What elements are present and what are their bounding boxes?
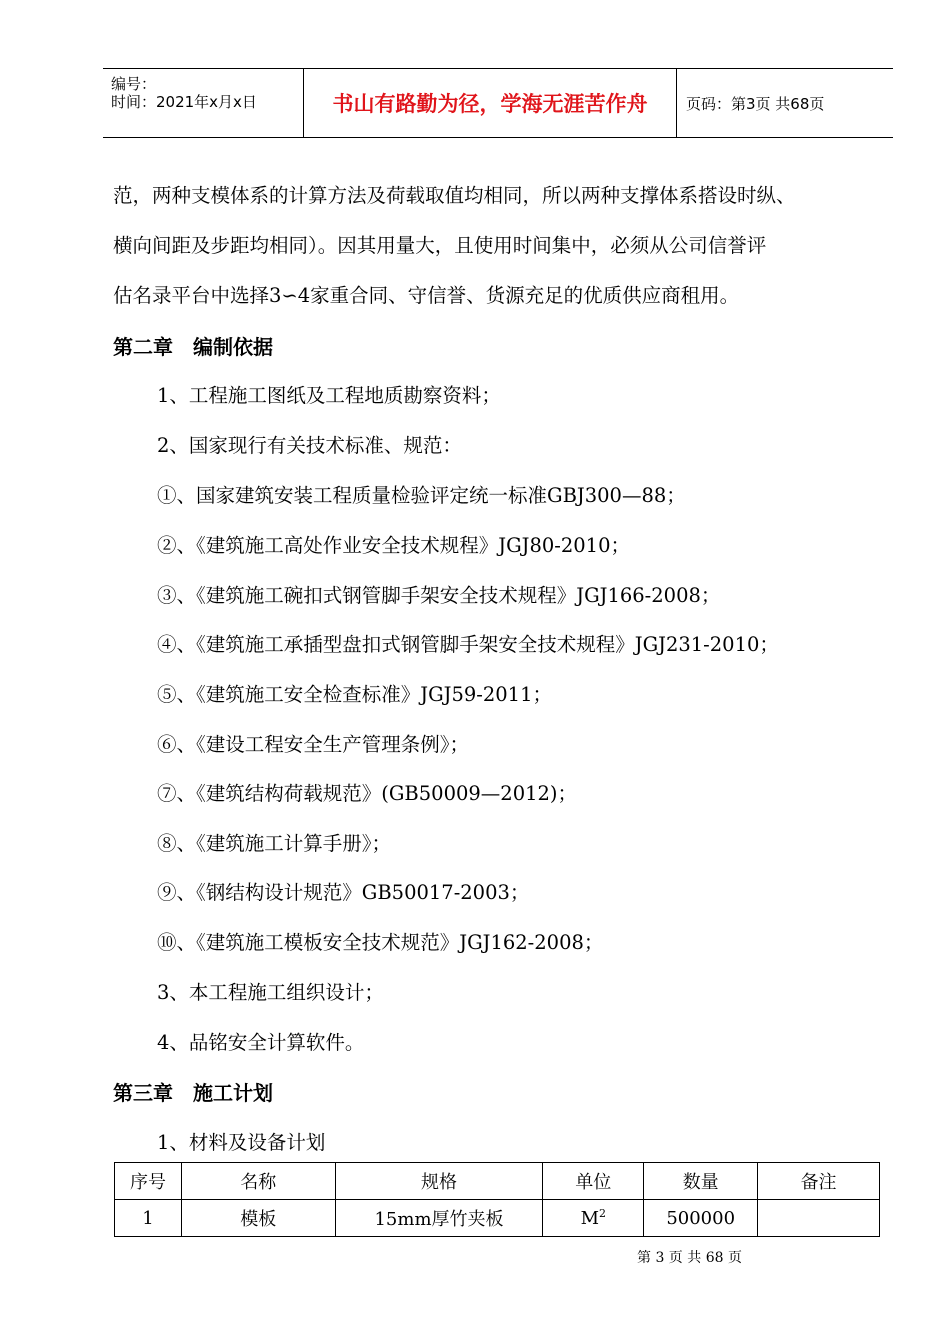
cell-unit <box>543 1200 644 1237</box>
column-header: 备注 <box>758 1163 880 1200</box>
list-item: ⑦、《建筑结构荷载规范》(GB50009—2012)； <box>157 782 578 805</box>
page-footer: 第 3 页 共 68 页 <box>637 1250 742 1266</box>
header-meta <box>103 69 303 137</box>
list-item: ⑥、《建设工程安全生产管理条例》； <box>157 733 470 756</box>
section-subtitle: 1、材料及设备计划 <box>157 1131 326 1154</box>
column-header: 单位 <box>543 1163 644 1200</box>
unit-base: M <box>580 1208 600 1229</box>
unit-superscript: 2 <box>599 1207 607 1220</box>
page-header <box>103 68 893 138</box>
column-header: 名称 <box>181 1163 335 1200</box>
intro-line: 横向间距及步距均相同）。因其用量大，且使用时间集中，必须从公司信誉评 <box>113 234 767 257</box>
list-item: 4、品铭安全计算软件。 <box>157 1031 365 1054</box>
cell-spec: 15mm厚竹夹板 <box>335 1200 543 1237</box>
table-row <box>115 1200 880 1237</box>
list-item: 3、本工程施工组织设计； <box>157 981 384 1004</box>
column-header: 数量 <box>644 1163 758 1200</box>
cell-name: 模板 <box>181 1200 335 1237</box>
table-header-row <box>115 1163 880 1200</box>
header-divider <box>676 69 677 137</box>
chapter-heading: 第二章 编制依据 <box>113 335 273 359</box>
header-number: 编号： <box>111 75 157 93</box>
column-header: 规格 <box>335 1163 543 1200</box>
list-item: ⑨、《钢结构设计规范》GB50017-2003； <box>157 881 530 904</box>
list-item: ⑤、《建筑施工安全检查标准》JGJ59-2011； <box>157 683 552 706</box>
list-item: ⑩、《建筑施工模板安全技术规范》JGJ162-2008； <box>157 931 604 954</box>
cell-qty: 500000 <box>644 1200 758 1237</box>
list-item: ①、国家建筑安装工程质量检验评定统一标准GBJ300—88； <box>157 484 686 507</box>
intro-line: 范，两种支模体系的计算方法及荷载取值均相同，所以两种支撑体系搭设时纵、 <box>113 184 796 207</box>
cell-note <box>758 1200 880 1237</box>
list-item: 1、工程施工图纸及工程地质勘察资料； <box>157 384 501 407</box>
list-item: 2、国家现行有关技术标准、规范： <box>157 434 462 457</box>
header-time: 时间：2021年x月x日 <box>111 93 257 111</box>
header-motto: 书山有路勤为径，学海无涯苦作舟 <box>332 92 648 116</box>
materials-table <box>114 1162 880 1237</box>
intro-line: 估名录平台中选择3∽4家重合同、守信誉、货源充足的优质供应商租用。 <box>113 284 740 307</box>
list-item: ④、《建筑施工承插型盘扣式钢管脚手架安全技术规程》JGJ231-2010； <box>157 633 779 656</box>
column-header: 序号 <box>115 1163 182 1200</box>
list-item: ⑧、《建筑施工计算手册》； <box>157 832 392 855</box>
list-item: ②、《建筑施工高处作业安全技术规程》JGJ80-2010； <box>157 534 630 557</box>
chapter-heading: 第三章 施工计划 <box>113 1081 273 1105</box>
header-page-info: 页码：第3页 共68页 <box>686 95 825 113</box>
list-item: ③、《建筑施工碗扣式钢管脚手架安全技术规程》JGJ166-2008； <box>157 584 721 607</box>
cell-no: 1 <box>115 1200 182 1237</box>
